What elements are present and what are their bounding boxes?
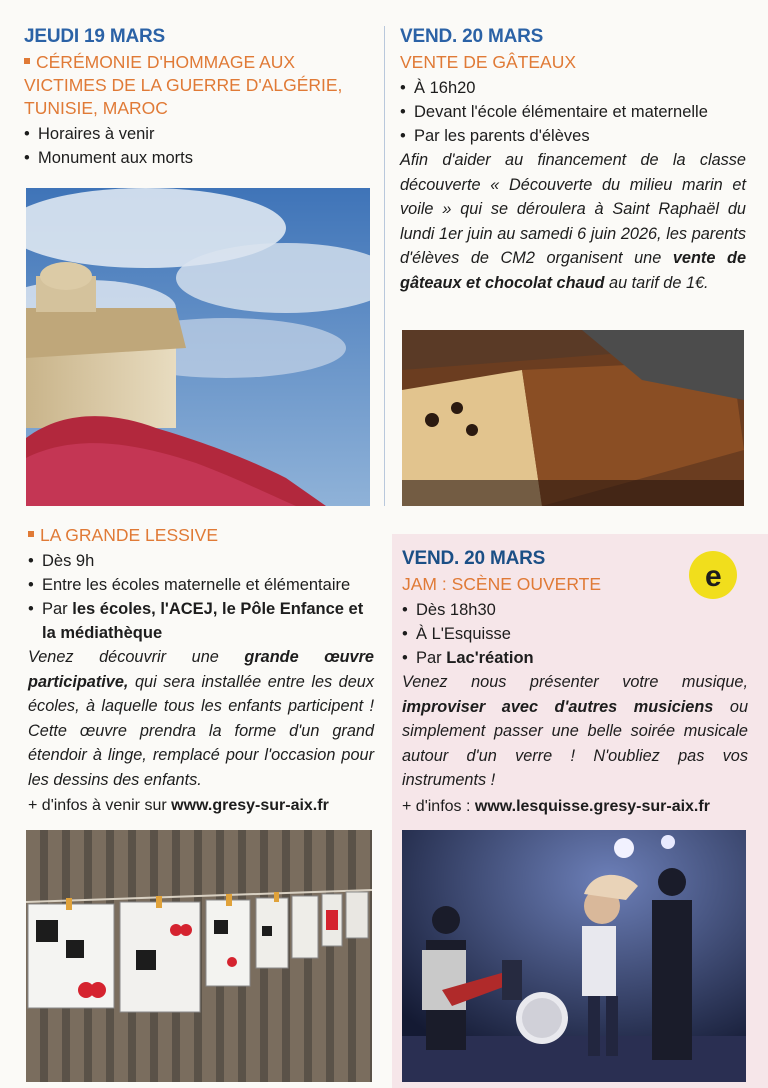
drawings-photo (26, 830, 372, 1082)
description-text: au tarif de 1€. (604, 273, 709, 292)
detail-item (28, 597, 374, 645)
event-details (400, 76, 746, 148)
website-link[interactable]: www.lesquisse.gresy-sur-aix.fr (474, 797, 710, 815)
square-bullet-icon (28, 531, 34, 537)
event-description (28, 645, 374, 792)
concert-photo (402, 830, 746, 1082)
event-details (28, 549, 374, 645)
description-text: Afin d'aider au financement de la classe découverte « Découverte du milieu marin et voile » qui se déroulera à Saint Raphaël du lundi 1er juin au samedi 6 juin 2026, les parents d'élèves de CM2 organisent une (400, 151, 746, 267)
detail-item: • Dès 9h (28, 549, 374, 573)
square-bullet-icon (24, 58, 30, 64)
column-divider (384, 26, 385, 506)
event-title (24, 51, 374, 120)
description-text: Venez nous présenter votre musique, (402, 673, 748, 691)
detail-highlight: Lac'réation (446, 649, 534, 667)
detail-item: • Entre les écoles maternelle et élémentaire (28, 573, 374, 597)
event-title-text: LA GRANDE LESSIVE (40, 525, 218, 545)
event-details (24, 122, 374, 170)
detail-text: Par (416, 649, 447, 667)
description-highlight: vente de gâteaux et chocolat chaud (400, 249, 746, 292)
description-text: qui sera installée entre les deux écoles, à laquelle tous les enfants participent ! Cette œuvre prendra la forme d'un grand étendoir à linge, remplacé pour l'occasion pour les dessins des enfants. (28, 672, 374, 789)
info-text: + d'infos à venir sur (28, 797, 172, 814)
event-day: VEND. 20 MARS (400, 26, 544, 47)
description-text: Venez découvrir une (28, 648, 245, 666)
event-info (402, 795, 748, 819)
detail-item: • Devant l'école élémentaire et maternelle (400, 100, 746, 124)
website-link[interactable]: www.gresy-sur-aix.fr (171, 797, 329, 814)
event-info (28, 794, 374, 818)
description-highlight: grande œuvre participative, (28, 648, 374, 691)
event-title: JAM : SCÈNE OUVERTE (402, 574, 602, 594)
event-day: JEUDI 19 MARS (24, 26, 165, 47)
svg-text:e: e (705, 560, 722, 593)
detail-item: • Monument aux morts (24, 146, 374, 170)
detail-highlight: les écoles, l'ACEJ, le Pôle Enfance et la médiathèque (42, 600, 364, 642)
description-text: ou simplement passer une belle soirée musicale autour d'un verre ! N'oubliez pas vos instruments ! (402, 697, 748, 789)
event-vente-gateaux (400, 26, 746, 295)
event-title (28, 524, 374, 547)
detail-item: • Dès 18h30 (402, 598, 748, 622)
cake-photo (402, 330, 744, 506)
detail-item (402, 646, 748, 670)
event-ceremonie (24, 26, 374, 170)
event-grande-lessive (28, 524, 374, 818)
event-details (402, 598, 748, 670)
event-title: VENTE DE GÂTEAUX (400, 52, 577, 72)
event-jam (402, 548, 748, 819)
detail-item: • Par les parents d'élèves (400, 124, 746, 148)
event-description (402, 670, 748, 793)
monument-photo (26, 188, 370, 506)
event-title-text: CÉRÉMONIE D'HOMMAGE AUX VICTIMES DE LA GUERRE D'ALGÉRIE, TUNISIE, MAROC (24, 52, 343, 118)
detail-item: • À 16h20 (400, 76, 746, 100)
event-description (400, 148, 746, 295)
detail-text: Par (42, 600, 73, 618)
detail-item: • À L'Esquisse (402, 622, 748, 646)
info-text: + d'infos : (402, 797, 475, 815)
event-day: VEND. 20 MARS (402, 548, 546, 569)
description-highlight: improviser avec d'autres musiciens (402, 697, 714, 716)
detail-item: • Horaires à venir (24, 122, 374, 146)
